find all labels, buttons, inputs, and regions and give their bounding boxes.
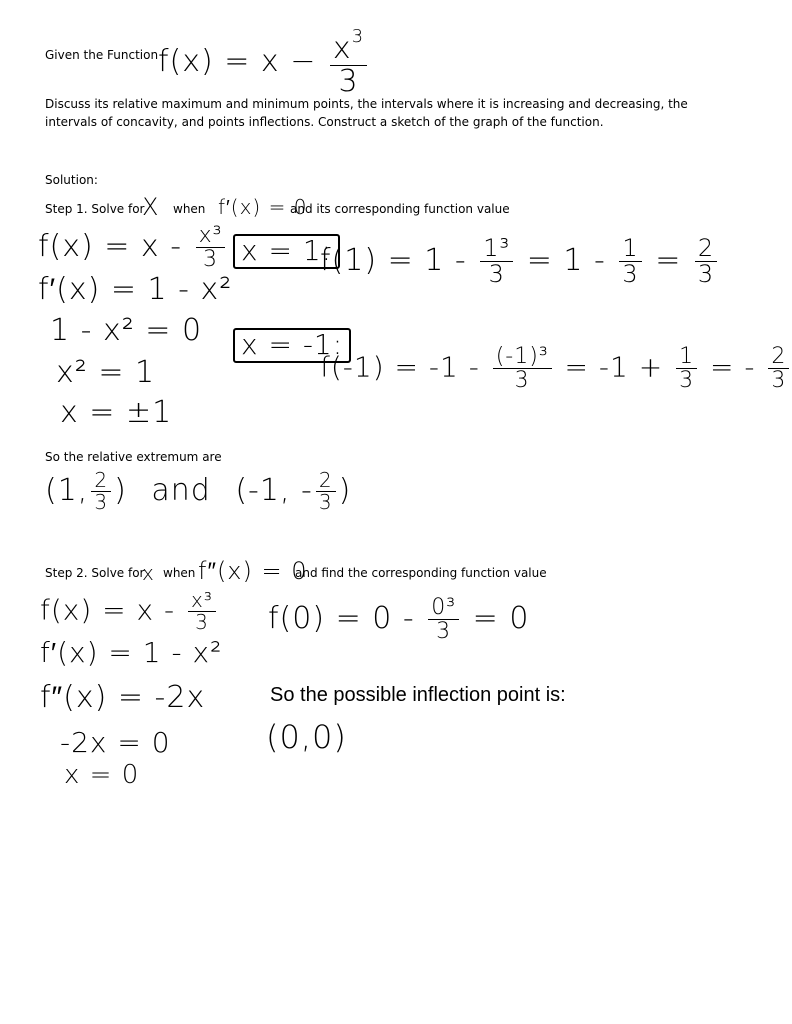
work2-fraction — [188, 590, 216, 633]
case1-frac3 — [695, 236, 717, 287]
pt2-open: (-1, - — [235, 473, 313, 508]
work-fraction — [196, 224, 226, 271]
pt1-den: 3 — [94, 490, 109, 514]
pt2-den: 3 — [318, 490, 333, 514]
case1-evaluation — [320, 236, 720, 287]
step1-var: X — [142, 193, 160, 221]
case2-eq: = - — [710, 350, 756, 384]
step2-text-b: when — [163, 566, 196, 580]
inflection-label: So the possible inflection point is: — [270, 684, 566, 706]
work-lhs: f(x) = x - — [38, 229, 183, 265]
case1-den1: 3 — [488, 260, 505, 289]
work-num: x³ — [196, 224, 226, 248]
case2-num2: 1 — [676, 345, 697, 369]
case2-frac3 — [768, 345, 789, 392]
case1-den2: 3 — [622, 260, 639, 289]
case2-den2: 3 — [679, 368, 695, 394]
pt1-frac — [91, 470, 111, 513]
step1-work-line-1: f′(x) = 1 - x² — [38, 272, 233, 307]
case1-eq: = — [655, 243, 682, 279]
function-num: x — [332, 31, 352, 67]
pt2-close: ) — [338, 473, 352, 508]
work2-den: 3 — [195, 610, 209, 634]
step2-work-line-0 — [40, 590, 219, 633]
step2-evaluation — [268, 596, 529, 643]
solution-label: Solution: — [45, 173, 98, 187]
extremum-label: So the relative extremum are — [45, 450, 222, 464]
work2-lhs: f(x) = x - — [40, 593, 176, 627]
and-word: and — [151, 473, 211, 508]
function-den: 3 — [338, 63, 359, 99]
function-exp: 3 — [351, 26, 365, 47]
case1-eval: f(1) = 1 - — [320, 243, 467, 279]
case2-den1: 3 — [514, 368, 530, 394]
step1-work-line-4: x = ±1 — [60, 395, 173, 430]
step2-text-a: Step 2. Solve for — [45, 566, 145, 580]
pt1-num: 2 — [91, 470, 111, 492]
case2-eval: f(-1) = -1 - — [320, 350, 480, 384]
step2-work-line-3: -2x = 0 — [60, 726, 171, 759]
case2-box-text: x = -1: — [233, 328, 351, 363]
step2-condition: f″(x) = 0 — [198, 557, 308, 585]
step1-work-line-3: x² = 1 — [56, 355, 156, 390]
step2-work-line-2: f″(x) = -2x — [40, 680, 206, 715]
case1-box-text: x = 1: — [233, 234, 340, 269]
case1-frac1 — [480, 236, 513, 287]
pt1-open: (1, — [45, 473, 89, 508]
step2-frac — [428, 596, 459, 643]
step1-work-line-2: 1 - x² = 0 — [50, 313, 203, 348]
step2-var: x — [142, 561, 155, 585]
case2-num3: 2 — [768, 345, 789, 369]
step1-text-a: Step 1. Solve for — [45, 202, 145, 216]
step2-text-c: and find the corresponding function value — [295, 566, 547, 580]
step2-eval-result: = 0 — [472, 601, 530, 637]
step2-eval-num: 0³ — [428, 596, 459, 620]
step2-work-line-4: x = 0 — [64, 760, 140, 790]
function-fraction — [330, 28, 367, 97]
step2-work-line-1: f′(x) = 1 - x² — [40, 636, 223, 669]
case2-num1: (-1)³ — [493, 345, 552, 369]
case2-frac1 — [493, 345, 552, 392]
pt2-num: 2 — [316, 470, 336, 492]
step1-text-c: and its corresponding function value — [290, 202, 510, 216]
case2-frac2 — [676, 345, 697, 392]
step1-work-line-0 — [38, 224, 228, 271]
work2-num: x³ — [188, 590, 216, 612]
case1-mid: = 1 - — [526, 243, 606, 279]
intro-prefix: Given the Function — [45, 48, 159, 62]
function-lhs: f(x) = x − — [158, 44, 317, 80]
step2-eval-den: 3 — [436, 619, 452, 645]
pt2-frac — [316, 470, 336, 513]
work-den: 3 — [203, 247, 219, 273]
case1-num3: 2 — [695, 236, 717, 262]
extremum-points — [45, 470, 351, 513]
step2-eval: f(0) = 0 - — [268, 601, 415, 637]
pt1-close: ) — [114, 473, 127, 508]
step1-text-b: when — [173, 202, 206, 216]
task-text: Discuss its relative maximum and minimum points, the intervals where it is increasing and decreasing, the intervals of concavity, and points inflections. Construct a sketch of the graph of the function. — [45, 97, 688, 129]
case1-frac2 — [619, 236, 641, 287]
given-function — [158, 28, 370, 97]
case1-den3: 3 — [697, 260, 715, 289]
case2-mid: = -1 + — [564, 350, 664, 384]
step1-condition: f′(x) = 0 — [218, 195, 308, 219]
case2-evaluation — [320, 345, 792, 392]
case2-den3: 3 — [771, 368, 787, 394]
inflection-point: (0,0) — [266, 718, 347, 756]
case1-num1: 1³ — [480, 236, 513, 262]
case1-num2: 1 — [619, 236, 641, 262]
